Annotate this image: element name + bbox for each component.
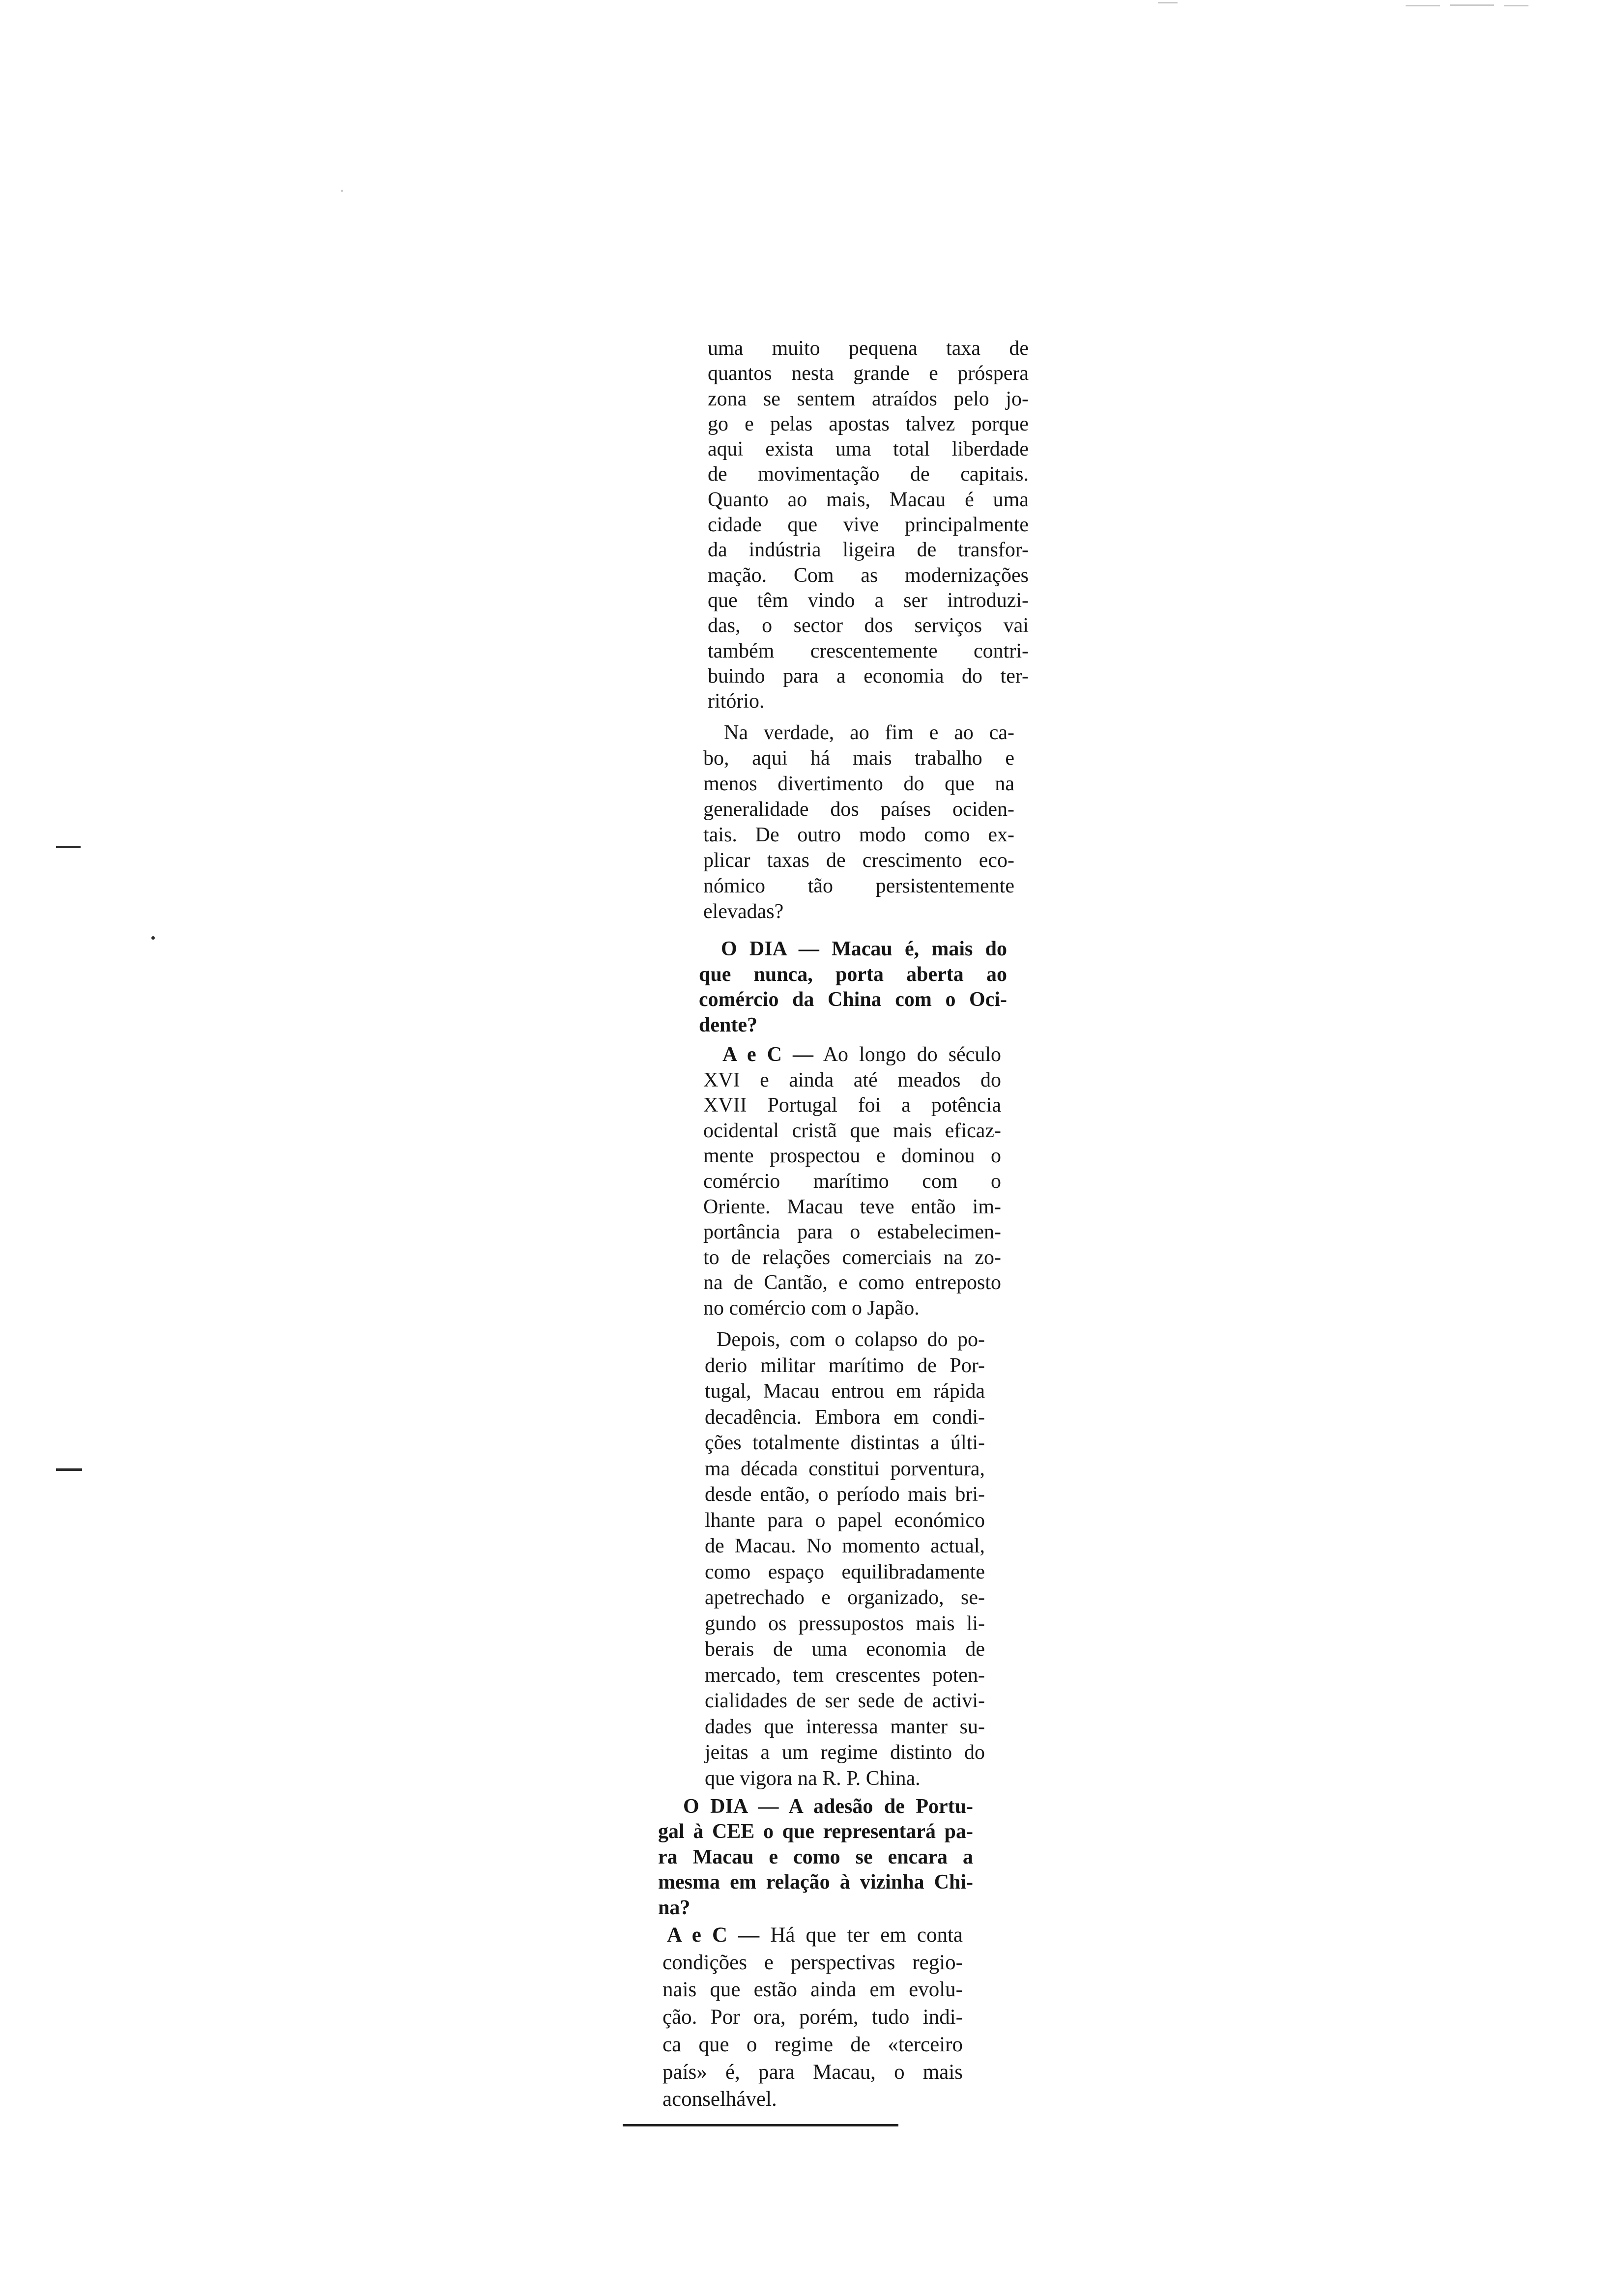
- article-line: lhante para o papel económico: [705, 1509, 985, 1532]
- line-text: Macau é, mais do: [832, 938, 1007, 960]
- article-line: berais de uma economia de: [705, 1638, 985, 1661]
- line-text: Ao longo do século: [823, 1043, 1001, 1066]
- article-line: derio militar marítimo de Por-: [705, 1354, 985, 1377]
- article-line: [662, 1922, 963, 1949]
- article-line: tais. De outro modo como ex-: [703, 824, 1014, 846]
- article-line: que têm vindo a ser introduzi-: [708, 589, 1029, 612]
- article-line: ca que o regime de «terceiro: [662, 2033, 963, 2056]
- article-line: generalidade dos países ociden-: [703, 798, 1014, 821]
- article-line: elevadas?: [703, 900, 784, 923]
- article-line: mente prospectou e dominou o: [703, 1145, 1001, 1168]
- end-rule: [623, 2124, 898, 2126]
- article-line: ma década constitui porventura,: [705, 1457, 985, 1480]
- paragraph: [703, 720, 1014, 924]
- article-line: comércio da China com o Oci-: [699, 988, 1007, 1011]
- interview-question: [699, 937, 1007, 1038]
- article-line: XVII Portugal foi a potência: [703, 1094, 1001, 1117]
- article-line: na de Cantão, e como entreposto: [703, 1271, 1001, 1294]
- article-line: jeitas a um regime distinto do: [705, 1741, 985, 1764]
- line-text: A adesão de Portu-: [788, 1795, 973, 1818]
- speaker-label: A e C —: [667, 1923, 760, 1947]
- article-line: [703, 1042, 1001, 1068]
- interview-answer: [662, 1922, 963, 2113]
- article-line: desde então, o período mais bri-: [705, 1483, 985, 1506]
- article-line: dades que interessa manter su-: [705, 1715, 985, 1738]
- article-line: buindo para a economia do ter-: [708, 664, 1029, 688]
- article-line: menos divertimento do que na: [703, 773, 1014, 795]
- article-line: Oriente. Macau teve então im-: [703, 1195, 1001, 1218]
- scan-mark: [341, 190, 343, 192]
- article-line: nómico tão persistentemente: [703, 875, 1014, 897]
- article-line: [658, 1794, 973, 1819]
- article-line: condições e perspectivas regio-: [662, 1951, 963, 1974]
- article-line: aconselhável.: [662, 2088, 777, 2111]
- article-line: também crescentemente contri-: [708, 639, 1029, 662]
- article-line: ção. Por ora, porém, tudo indi-: [662, 2006, 963, 2029]
- article-line: cidade que vive principalmente: [708, 514, 1029, 537]
- paragraph: [705, 1327, 985, 1791]
- scan-mark: [1406, 5, 1440, 6]
- article-line: bo, aqui há mais trabalho e: [703, 747, 1014, 770]
- scan-mark: [1450, 4, 1494, 6]
- article-line: de Macau. No momento actual,: [705, 1535, 985, 1557]
- article-line: como espaço equilibradamente: [705, 1560, 985, 1583]
- article-line: gal à CEE o que representará pa-: [658, 1820, 973, 1843]
- article-line: mação. Com as modernizações: [708, 564, 1029, 587]
- speaker-label: A e C —: [722, 1043, 813, 1066]
- article-line: Na verdade, ao fim e ao ca-: [724, 721, 1014, 744]
- article-line: das, o sector dos serviços vai: [708, 614, 1029, 637]
- article-line: go e pelas apostas talvez porque: [708, 412, 1029, 435]
- scan-mark: [1158, 2, 1178, 3]
- article-line: Depois, com o colapso do po-: [717, 1328, 985, 1351]
- article-line: ritório.: [708, 690, 765, 713]
- article-line: apetrechado e organizado, se-: [705, 1586, 985, 1609]
- article-line: da indústria ligeira de transfor-: [708, 539, 1029, 562]
- article-line: ra Macau e como se encara a: [658, 1845, 973, 1868]
- article-line: Quanto ao mais, Macau é uma: [708, 488, 1029, 511]
- article-line: dente?: [699, 1014, 757, 1037]
- article-line: que nunca, porta aberta ao: [699, 963, 1007, 986]
- article-line: na?: [658, 1896, 691, 1919]
- article-line: plicar taxas de crescimento eco-: [703, 849, 1014, 872]
- scan-mark: [151, 936, 155, 940]
- article-line: de movimentação de capitais.: [708, 463, 1029, 486]
- article-line: tugal, Macau entrou em rápida: [705, 1380, 985, 1403]
- scan-mark: [1504, 5, 1528, 6]
- article-line: aqui exista uma total liberdade: [708, 438, 1029, 461]
- speaker-label: O DIA —: [721, 938, 819, 960]
- article-line: comércio marítimo com o: [703, 1170, 1001, 1193]
- article-line: uma muito pequena taxa de: [708, 337, 1029, 360]
- article-line: XVI e ainda até meados do: [703, 1068, 1001, 1091]
- article-line: ções totalmente distintas a últi-: [705, 1432, 985, 1454]
- article-line: to de relações comerciais na zo-: [703, 1246, 1001, 1269]
- paragraph: [708, 336, 1029, 714]
- scan-mark: [56, 846, 81, 848]
- article-line: zona se sentem atraídos pelo jo-: [708, 387, 1029, 410]
- speaker-label: O DIA —: [683, 1795, 779, 1818]
- article-line: mesma em relação à vizinha Chi-: [658, 1871, 973, 1894]
- article-line: nais que estão ainda em evolu-: [662, 1978, 963, 2002]
- article-line: mercado, tem crescentes poten-: [705, 1664, 985, 1687]
- article-line: no comércio com o Japão.: [703, 1296, 920, 1320]
- article-line: quantos nesta grande e próspera: [708, 362, 1029, 385]
- article-line: país» é, para Macau, o mais: [662, 2060, 963, 2084]
- article-line: gundo os pressupostos mais li-: [705, 1612, 985, 1635]
- interview-answer: [703, 1042, 1001, 1321]
- article-line: [699, 937, 1007, 962]
- article-line: cialidades de ser sede de activi-: [705, 1690, 985, 1712]
- article-line: ocidental cristã que mais eficaz-: [703, 1119, 1001, 1142]
- interview-question: [658, 1794, 973, 1921]
- article-line: decadência. Embora em condi-: [705, 1406, 985, 1429]
- article-line: que vigora na R. P. China.: [705, 1767, 921, 1790]
- line-text: Há que ter em conta: [770, 1923, 963, 1947]
- article-line: portância para o estabelecimen-: [703, 1221, 1001, 1244]
- scan-mark: [56, 1468, 82, 1471]
